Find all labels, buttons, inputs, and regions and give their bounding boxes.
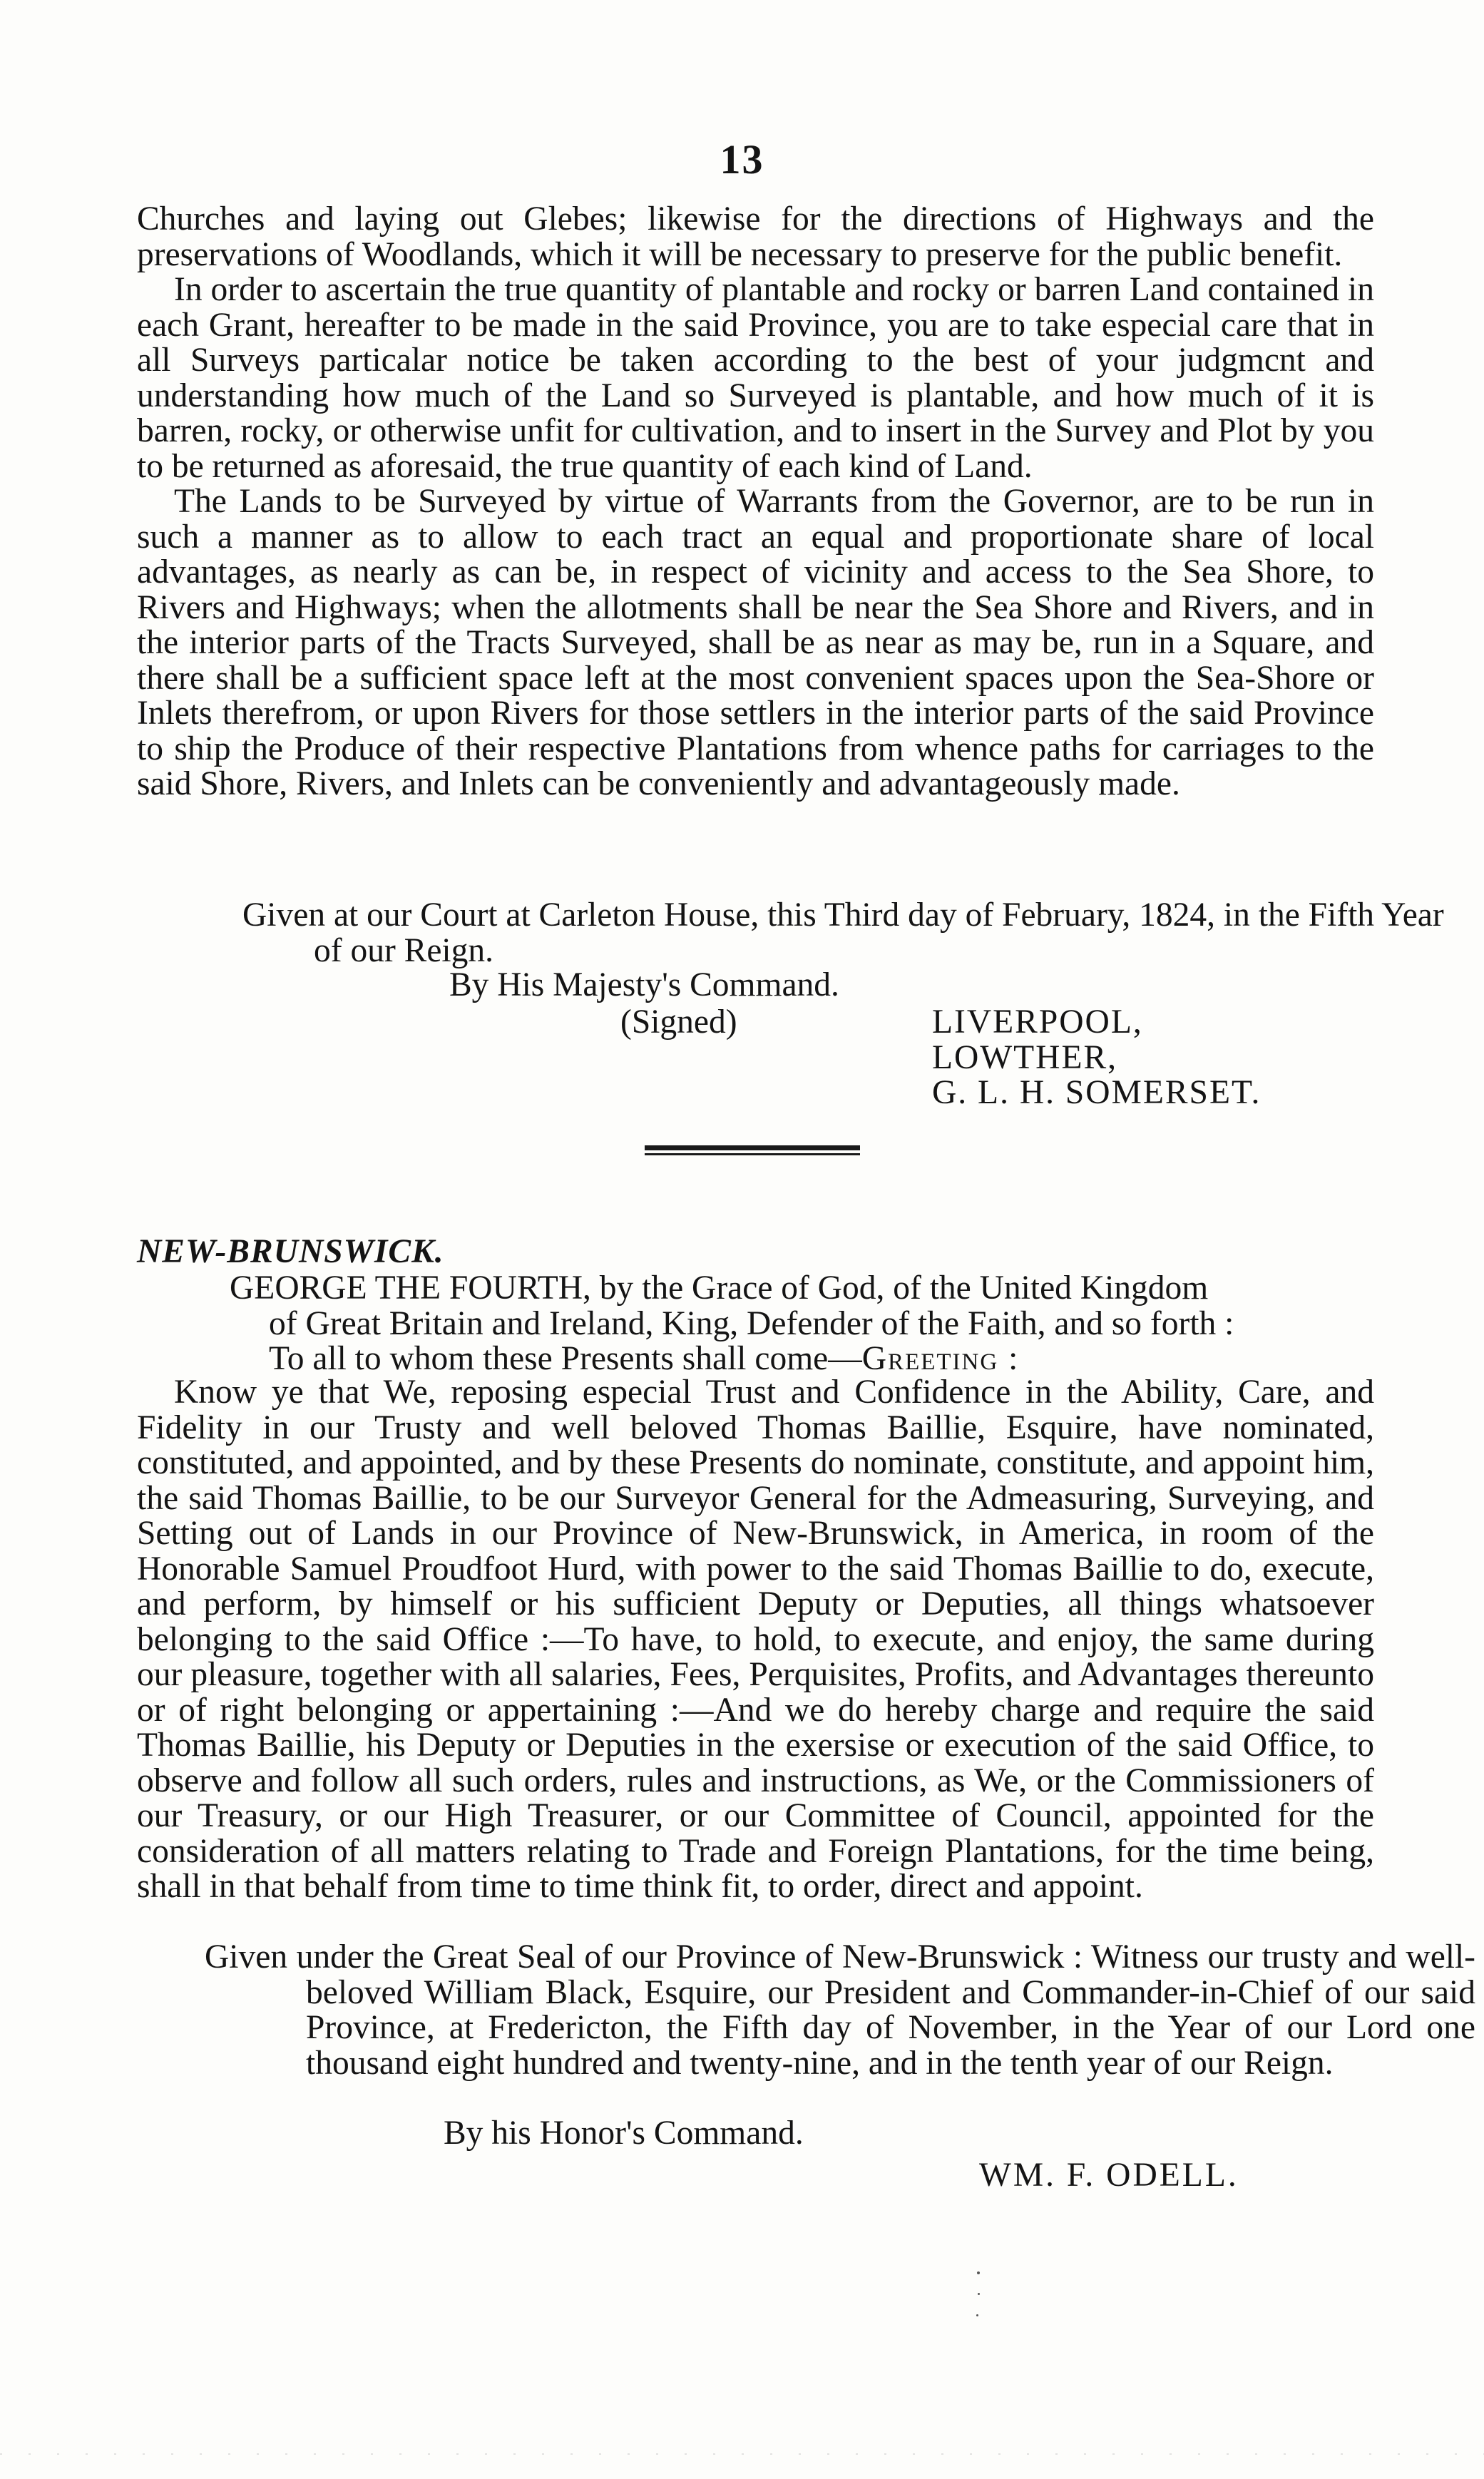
presents-text: To all to whom these Presents shall come— [269, 1340, 862, 1377]
page-number: 13 [720, 136, 764, 183]
instructions-text [137, 202, 1374, 802]
majesty-command: By His Majesty's Command. [449, 966, 839, 1003]
province-heading: NEW-BRUNSWICK. [137, 1233, 444, 1270]
royal-style-line-1: GEORGE THE FOURTH, by the Grace of God, of the United Kingdom [230, 1269, 1209, 1307]
royal-style [230, 1271, 1371, 1377]
signatories [932, 1005, 1261, 1111]
section-divider [645, 1145, 860, 1155]
page-edge-speckle [0, 2453, 1484, 2455]
signed-label: (Signed) [620, 1003, 737, 1041]
paragraph-know-ye: Know ye that We, reposing especial Trust and Confidence in the Ability, Care, and Fidelity in our Trusty and well beloved Thomas Baillie, Esquire, have nominated, constituted, and appointed, and by these Presents do nominate, constitute, and appoint him, the said Thomas Baillie, to be our Surveyor General for the Admeasuring, Surveying, and Setting out of Lands in our Province of New-Brunswick, in America, in room of the Honorable Samuel Proudfoot Hurd, with power to the said Thomas Baillie to do, execute, and perform, by himself or his sufficient Deputy or Deputies, all things whatsoever belonging to the said Office :—To have, to hold, to execute, and enjoy, the same during our pleasure, together with all salaries, Fees, Perquisites, Profits, and Advantages thereunto or of right belonging or appertaining :—And we do hereby charge and require the said Thomas Baillie, his Deputy or Deputies in the exersise or execution of the said Office, to observe and follow all such orders, rules and instructions, as We, or the Commissioners of our Treasury, or our High Treasurer, or our Committee of Council, appointed for the consideration of all matters relating to Trade and Foreign Plantations, for the time being, shall in that behalf from time to time think fit, to order, direct and appoint. [137, 1374, 1374, 1905]
royal-style-line-2: of Great Britain and Ireland, King, Defender of the Faith, and so forth : [269, 1304, 1234, 1342]
paragraph-churches: Churches and laying out Glebes; likewise for the directions of Highways and the preservations of Woodlands, which it will be necessary to preserve for the public benefit. [137, 200, 1374, 273]
honor-command: By his Honor's Command. [444, 2115, 804, 2152]
paragraph-warrants: The Lands to be Surveyed by virtue of Warrants from the Governor, are to be run in such a manner as to allow to each tract an equal and proportionate share of local advantages, as nearly as can be, in respect of vicinity and access to the Sea Shore, to Rivers and Highways; when the allotments shall be near the Sea Shore and Rivers, and in the interior parts of the Tracts Surveyed, shall be as near as may be, run in a Square, and there shall be a sufficient space left at the most convenient spaces upon the Sea-Shore or Inlets therefrom, or upon Rivers for those settlers in the interior parts of the said Province to ship the Produce of their respective Plantations from whence paths for carriages to the said Shore, Rivers, and Inlets can be conveniently and advantageously made. [137, 483, 1374, 802]
ink-speck [976, 2314, 978, 2316]
greeting-text: Greeting : [861, 1340, 1020, 1377]
signatory-liverpool: LIVERPOOL, [932, 1003, 1143, 1041]
paragraph-plantable-land: In order to ascertain the true quantity of plantable and rocky or barren Land contained in each Grant, hereafter to be made in the said Province, you are to take especial care that in all Surveys particalar notice be taken according to the best of your judgmcnt and understanding how much of the Land so Surveyed is plantable, and how much of it is barren, rocky, or otherwise unfit for cultivation, and to insert in the Survey and Plot by you to be returned as aforesaid, the true quantity of each kind of Land. [137, 271, 1374, 485]
given-at-court: Given at our Court at Carleton House, this Third day of February, 1824, in the Fifth Year of our Reign. [242, 896, 1444, 969]
commission-text [137, 1375, 1374, 1905]
ink-speck [978, 2293, 980, 2295]
signatory-odell: WM. F. ODELL. [979, 2157, 1239, 2194]
given-under-seal: Given under the Great Seal of our Province of New-Brunswick : Witness our trusty and well-beloved William Black, Esquire, our President and Commander-in-Chief of our said Province, at Fredericton, the Fifth day of November, in the Year of our Lord one thousand eight hundred and twenty-nine, and in the tenth year of our Reign. [205, 1938, 1475, 2082]
signatory-somerset: G. L. H. SOMERSET. [932, 1074, 1262, 1111]
ink-speck [977, 2271, 980, 2274]
royal-style-line-3 [230, 1341, 1371, 1377]
signatory-lowther: LOWTHER, [932, 1038, 1118, 1076]
